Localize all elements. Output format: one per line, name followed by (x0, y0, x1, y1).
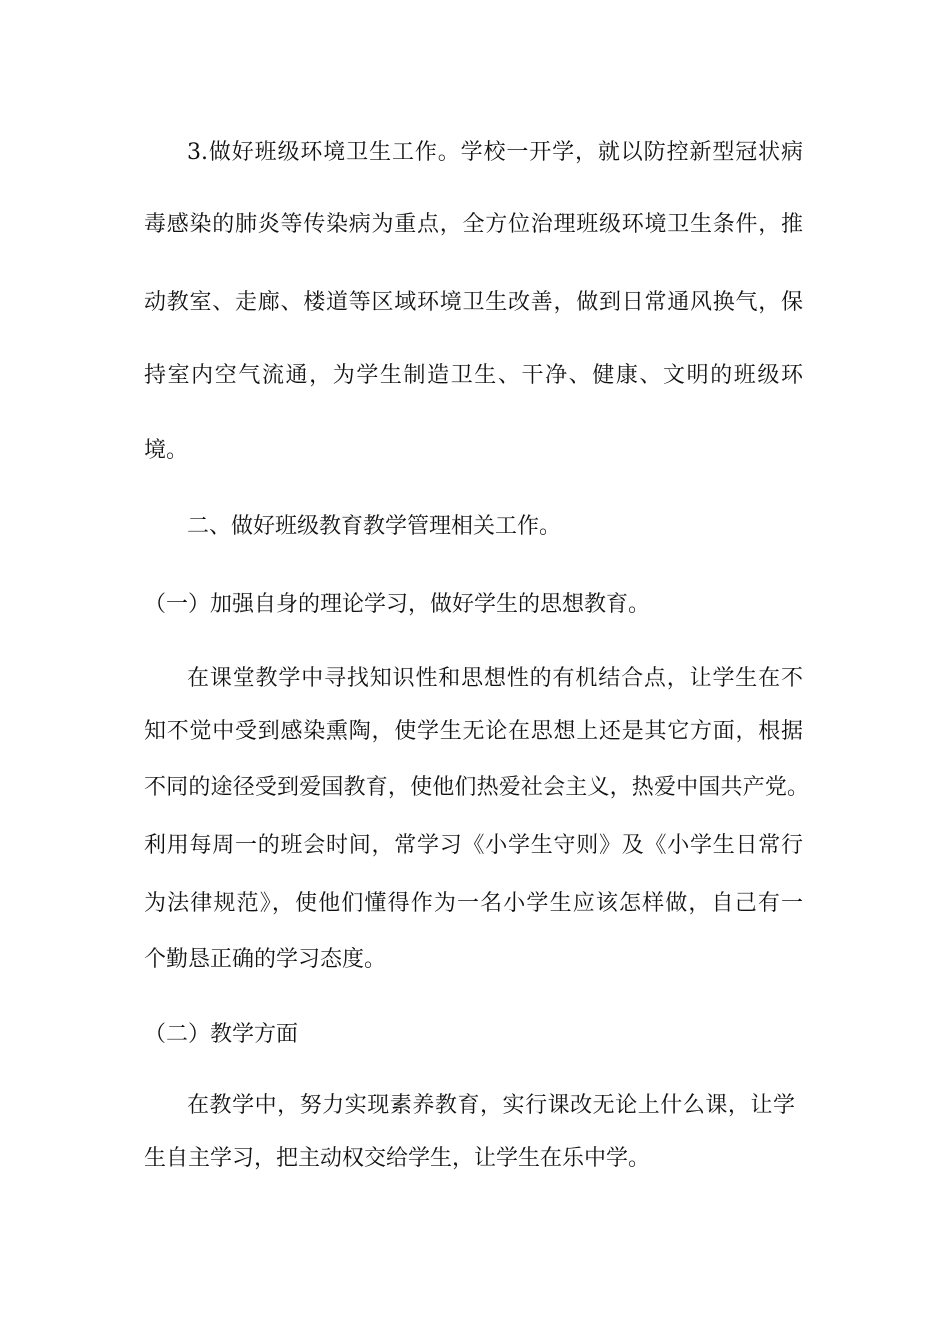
section-heading: 二、做好班级教育教学管理相关工作。 (187, 514, 562, 539)
paragraph-line: 生自主学习，把主动权交给学生，让学生在乐中学。 (144, 1146, 651, 1171)
paragraph-line: 不同的途径受到爱国教育，使他们热爱社会主义，热爱中国共产党。 (144, 775, 809, 800)
paragraph-line: 在课堂教学中寻找知识性和思想性的有机结合点，让学生在不 (187, 666, 803, 691)
paragraph-line: 为法律规范》，使他们懂得作为一名小学生应该怎样做，自己有一 (144, 891, 803, 916)
paragraph-line: 持室内空气流通，为学生制造卫生、干净、健康、文明的班级环 (144, 363, 803, 388)
paragraph-line: 3.做好班级环境卫生工作。学校一开学，就以防控新型冠状病 (187, 140, 803, 165)
paragraph-line: 在教学中，努力实现素养教育，实行课改无论上什么课，让学 (187, 1093, 795, 1118)
subsection-heading: （二）教学方面 (144, 1022, 299, 1047)
paragraph-line: 利用每周一的班会时间，常学习《小学生守则》及《小学生日常行 (144, 833, 803, 858)
paragraph-line: 个勤恳正确的学习态度。 (144, 947, 387, 972)
subsection-heading: （一）加强自身的理论学习，做好学生的思想教育。 (144, 592, 651, 617)
paragraph-line: 动教室、走廊、楼道等区域环境卫生改善，做到日常通风换气，保 (144, 290, 803, 315)
paragraph-line: 境。 (144, 438, 189, 463)
paragraph-line: 知不觉中受到感染熏陶，使学生无论在思想上还是其它方面，根据 (144, 719, 803, 744)
paragraph-line: 毒感染的肺炎等传染病为重点，全方位治理班级环境卫生条件，推 (144, 212, 803, 237)
